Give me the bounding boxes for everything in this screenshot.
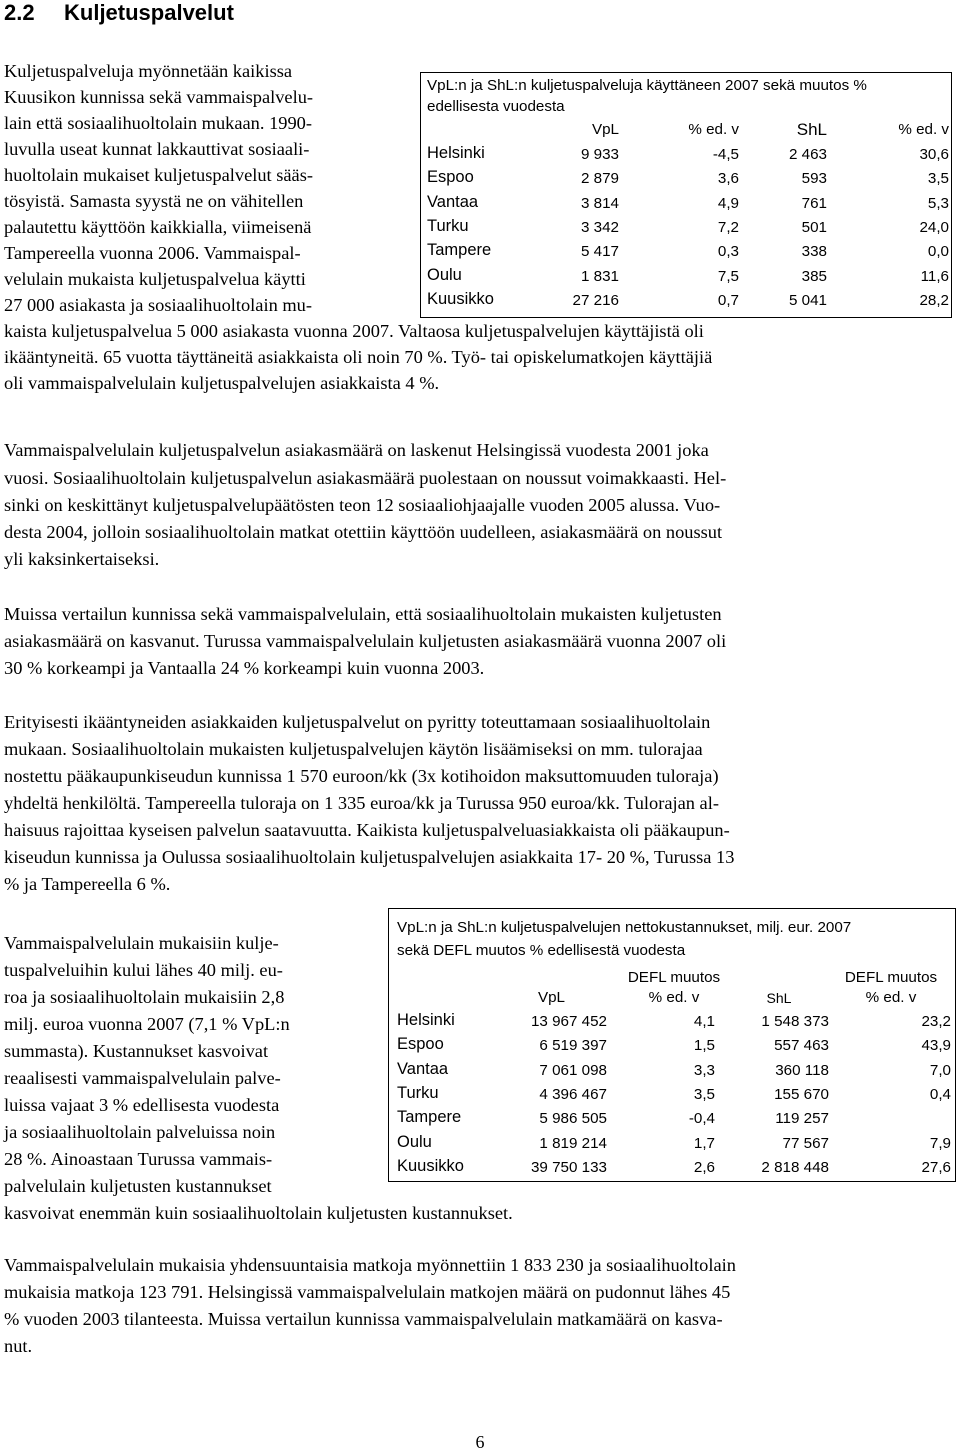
table-cell: 7,2 xyxy=(717,218,739,236)
table-cell: -0,4 xyxy=(688,1110,715,1128)
table-cell: 7,9 xyxy=(929,1134,951,1152)
table-caption: edellisesta vuodesta xyxy=(427,98,565,115)
table-cell: 30,6 xyxy=(919,146,949,163)
table-cell: 5 041 xyxy=(788,291,827,309)
table-cell: 593 xyxy=(801,170,827,188)
text-line: haisuus rajoittaa kyseisen palvelun saatavuutta. Kaikista kuljetuspalveluasiakkaista oli pääkaupun- xyxy=(4,820,730,840)
table-caption: VpL:n ja ShL:n kuljetuspalveluja käyttäneen 2007 sekä muutos % xyxy=(427,77,867,94)
text-line: Muissa vertailun kunnissa sekä vammaispalvelulain, että sosiaalihuoltolain mukaisten kuljetusten xyxy=(4,604,722,624)
page-number: 6 xyxy=(475,1432,485,1452)
text-line: Vammaispalvelulain mukaisia yhdensuuntaisia matkoja myönnettiin 1 833 230 ja sosiaalihuoltolain xyxy=(4,1255,736,1275)
costs-table xyxy=(388,908,956,1182)
text-line: 30 % korkeampi ja Vantaalla 24 % korkeampi kuin vuonna 2003. xyxy=(4,658,485,678)
table-cell: 1 548 373 xyxy=(761,1013,829,1030)
table-cell: 2,6 xyxy=(693,1158,715,1176)
table-cell: 1 819 214 xyxy=(539,1134,607,1152)
text-line: tuspalveluihin kului lähes 40 milj. eu- xyxy=(4,960,283,980)
table-cell: 5,3 xyxy=(927,194,949,212)
table-cell: 4,9 xyxy=(717,194,739,212)
text-line: ikääntyneitä. 65 vuotta täyttäneitä asiakkaista oli noin 70 %. Työ- tai opiskelumatkojen käyttäjiä xyxy=(4,347,713,367)
table-cell: 0,7 xyxy=(717,291,739,309)
text-line: lain että sosiaalihuoltolain mukaan. 1990- xyxy=(4,113,312,133)
text-line: 27 000 asiakasta ja sosiaalihuoltolain mu- xyxy=(4,295,312,315)
table-caption: VpL:n ja ShL:n kuljetuspalvelujen nettokustannukset, milj. eur. 2007 xyxy=(397,919,852,936)
text-line: reaalisesti vammaispalvelulain palve- xyxy=(4,1068,281,1088)
section-title: Kuljetuspalvelut xyxy=(64,0,234,25)
text-line: velulain mukaista kuljetuspalvelua käytti xyxy=(4,269,306,289)
table-cell: 27,6 xyxy=(921,1158,951,1176)
text-line: luissa vajaat 3 % edellisesta vuodesta xyxy=(4,1095,280,1115)
table-cell: 3,6 xyxy=(717,170,739,188)
text-line: desta 2004, jolloin sosiaalihuoltolain matkat otettiin käyttöön uudelleen, asiakasmäärä on noussut xyxy=(4,522,723,542)
row-label: Espoo xyxy=(427,168,474,187)
row-label: Tampere xyxy=(397,1108,462,1127)
text-line: asiakasmäärä on kasvanut. Turussa vammaispalvelulain kuljetusten asiakasmäärä vuonna 2007 oli xyxy=(4,631,727,651)
section-heading xyxy=(4,0,234,26)
table-cell: 0,0 xyxy=(927,243,949,261)
table-cell: 9 933 xyxy=(580,146,619,163)
text-line: Erityisesti ikääntyneiden asiakkaiden kuljetuspalvelut on pyritty toteuttamaan sosiaalihuoltolain xyxy=(4,712,711,732)
table-cell: 3 342 xyxy=(580,218,619,236)
table-caption: sekä DEFL muutos % edellisestä vuodesta xyxy=(397,942,686,959)
table-cell: 6 519 397 xyxy=(539,1037,607,1055)
column-header: % ed. v xyxy=(898,121,949,138)
text-line: mukaisia matkoja 123 791. Helsingissä vammaispalvelulain matkojen määrä on pudonnut lähes 45 xyxy=(4,1282,731,1302)
table-cell: 119 257 xyxy=(775,1110,829,1128)
table-cell: 1,5 xyxy=(693,1037,715,1055)
column-header: % ed. v xyxy=(688,121,739,138)
table-cell: 43,9 xyxy=(921,1037,951,1055)
text-line: Tampereella vuonna 2006. Vammaispal- xyxy=(4,243,301,263)
column-header: % ed. v xyxy=(865,989,917,1006)
table-cell: 155 670 xyxy=(774,1085,829,1103)
table-cell: 11,6 xyxy=(920,267,949,285)
table-cell: 338 xyxy=(801,243,827,261)
table-cell: 557 463 xyxy=(774,1037,829,1055)
table-cell: 4,1 xyxy=(693,1013,715,1030)
text-line: summasta). Kustannukset kasvoivat xyxy=(4,1041,269,1061)
row-label: Oulu xyxy=(397,1132,432,1151)
text-line: Kuljetuspalveluja myönnetään kaikissa xyxy=(4,61,293,81)
table-cell: 0,4 xyxy=(929,1085,951,1103)
text-line: tösyistä. Samasta syystä ne on vähitellen xyxy=(4,191,304,211)
table-cell: 1,7 xyxy=(693,1134,715,1152)
table-cell: 4 396 467 xyxy=(539,1085,607,1103)
table-cell: 13 967 452 xyxy=(530,1013,607,1030)
row-label: Vantaa xyxy=(397,1059,449,1078)
row-label: Kuusikko xyxy=(427,289,494,308)
text-line: % vuoden 2003 tilanteesta. Muissa vertailun kunnissa vammaispalvelulain matkamäärä on kasva- xyxy=(4,1309,723,1329)
table-cell: 3 814 xyxy=(580,194,619,212)
text-line: 28 %. Ainoastaan Turussa vammais- xyxy=(4,1149,273,1169)
text-line: mukaan. Sosiaalihuoltolain mukaisten kuljetuspalvelujen käytön lisäämiseksi on mm. tulorajaa xyxy=(4,739,703,759)
text-line: Vammaispalvelulain kuljetuspalvelun asiakasmäärä on laskenut Helsingissä vuodesta 2001 joka xyxy=(4,440,709,460)
table-cell: 2 463 xyxy=(788,146,827,163)
text-line: yhdeltä henkilöltä. Tampereella tuloraja on 1 335 euroa/kk ja Turussa 950 euroa/kk. Tulorajan al- xyxy=(4,793,719,813)
table-cell: 7 061 098 xyxy=(539,1061,607,1079)
text-line: kasvoivat enemmän kuin sosiaalihuoltolain kuljetusten kustannukset. xyxy=(4,1203,513,1223)
column-header: ShL xyxy=(796,120,827,139)
column-header: DEFL muutos xyxy=(844,969,938,986)
row-label: Oulu xyxy=(427,265,462,284)
table-cell: 1 831 xyxy=(580,267,619,285)
text-line: palvelulain kuljetusten kustannukset xyxy=(4,1176,272,1196)
text-line: roa ja sosiaalihuoltolain mukaisiin 2,8 xyxy=(4,987,285,1007)
table-cell: 23,2 xyxy=(921,1013,951,1030)
table-cell: 7,5 xyxy=(717,267,739,285)
row-label: Kuusikko xyxy=(397,1156,464,1175)
table-cell: 385 xyxy=(801,267,827,285)
column-header: VpL xyxy=(537,989,565,1006)
table-cell: -4,5 xyxy=(712,146,739,163)
table-cell: 7,0 xyxy=(929,1061,951,1079)
table-cell: 2 818 448 xyxy=(761,1158,829,1176)
text-line: kaista kuljetuspalvelua 5 000 asiakasta vuonna 2007. Valtaosa kuljetuspalvelujen käyttäjistä oli xyxy=(4,321,704,341)
column-header: VpL xyxy=(591,121,619,138)
column-header: DEFL muutos xyxy=(627,969,721,986)
table-cell: 501 xyxy=(801,218,827,236)
table-cell: 5 417 xyxy=(580,243,619,261)
table-cell: 2 879 xyxy=(580,170,619,188)
table-cell: 27 216 xyxy=(572,291,619,309)
row-label: Vantaa xyxy=(427,192,479,211)
section-number: 2.2 xyxy=(4,0,35,25)
row-label: Helsinki xyxy=(427,144,485,162)
table-cell: 28,2 xyxy=(919,291,949,309)
row-label: Turku xyxy=(427,216,469,235)
table-cell: 761 xyxy=(801,194,827,212)
text-line: vuosi. Sosiaalihuoltolain kuljetuspalvelun asiakasmäärä puolestaan on noussut voimakkaasti. Hel- xyxy=(4,468,727,488)
table-cell: 5 986 505 xyxy=(539,1110,607,1128)
row-label: Helsinki xyxy=(397,1011,455,1029)
table-cell: 3,5 xyxy=(927,170,949,188)
table-cell: 3,5 xyxy=(693,1085,715,1103)
text-line: kiseudun kunnissa ja Oulussa sosiaalihuoltolain kuljetuspalvelujen asiakkaita 17- 20 %, Turussa 13 xyxy=(4,847,735,867)
table-cell: 0,3 xyxy=(717,243,739,261)
row-label: Turku xyxy=(397,1083,439,1102)
text-line: nostettu pääkaupunkiseudun kunnissa 1 570 euroon/kk (3x kotihoidon maksuttomuuden tuloraja) xyxy=(4,766,719,786)
clients-table xyxy=(420,72,952,318)
text-line: oli vammaispalvelulain kuljetuspalvelujen asiakkaista 4 %. xyxy=(4,373,440,393)
row-label: Tampere xyxy=(427,241,492,260)
text-line: Kuusikon kunnissa sekä vammaispalvelu- xyxy=(4,87,314,107)
text-line: huoltolain mukaiset kuljetuspalvelut sääs- xyxy=(4,165,314,185)
table-cell: 3,3 xyxy=(693,1061,715,1079)
text-line: palautettu käyttöön kaikkialla, viimeisenä xyxy=(4,217,312,237)
text-line: sinki on keskittänyt kuljetuspalvelupäätösten teon 12 sosiaaliohjaajalle vuoden 2005 alussa. Vuo- xyxy=(4,495,721,515)
table-cell: 24,0 xyxy=(919,218,949,236)
text-line: luvulla useat kunnat lakkauttivat sosiaali- xyxy=(4,139,310,159)
text-line: yli kaksinkertaiseksi. xyxy=(4,549,160,569)
text-line: % ja Tampereella 6 %. xyxy=(4,874,171,894)
row-label: Espoo xyxy=(397,1035,444,1054)
table-cell: 360 118 xyxy=(775,1061,829,1079)
text-line: ja sosiaalihuoltolain palveluissa noin xyxy=(4,1122,276,1142)
text-line: Vammaispalvelulain mukaisiin kulje- xyxy=(4,933,279,953)
table-cell: 39 750 133 xyxy=(530,1158,607,1176)
column-header: % ed. v xyxy=(648,989,700,1006)
table-cell: 77 567 xyxy=(782,1134,829,1152)
text-line: nut. xyxy=(4,1336,33,1356)
column-header: ShL xyxy=(766,990,792,1006)
text-line: milj. euroa vuonna 2007 (7,1 % VpL:n xyxy=(4,1014,290,1034)
